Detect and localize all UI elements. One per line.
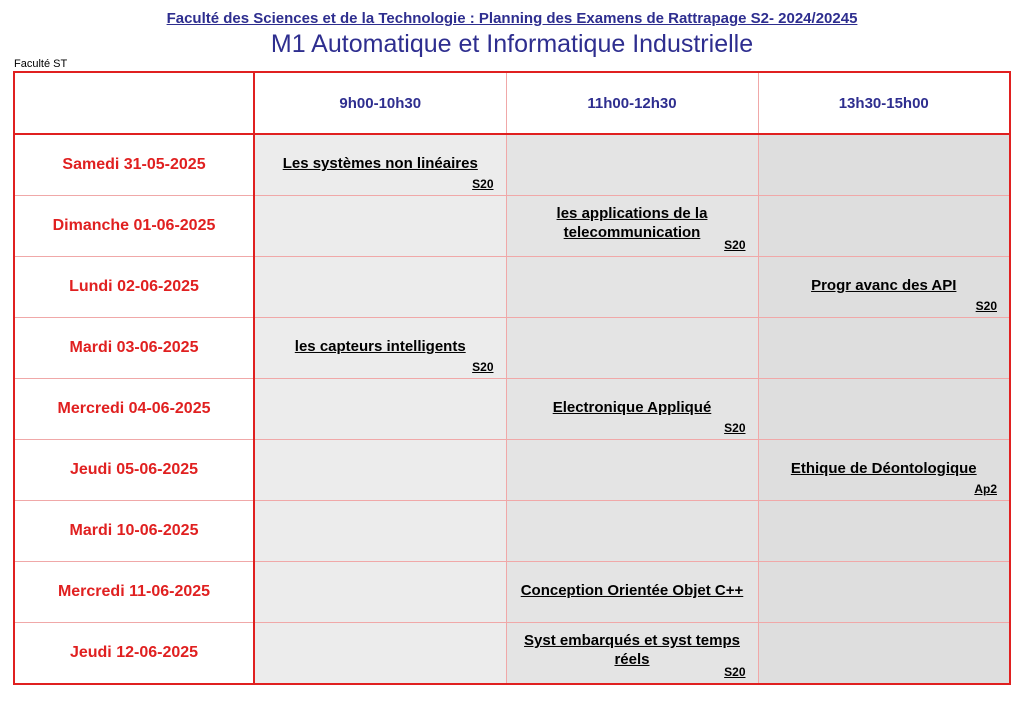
exam-cell (254, 318, 506, 379)
day-label: Mercredi 11-06-2025 (14, 562, 254, 623)
exam-cell (758, 440, 1010, 501)
exam-cell (506, 134, 758, 196)
exam-subject: Progr avanc des API (811, 276, 957, 294)
exam-schedule-table (13, 71, 1011, 685)
exam-cell (506, 318, 758, 379)
schedule-row (14, 257, 1010, 318)
exam-room: S20 (975, 299, 997, 313)
exam-cell (254, 379, 506, 440)
schedule-row (14, 501, 1010, 562)
exam-cell (254, 501, 506, 562)
day-label: Mercredi 04-06-2025 (14, 379, 254, 440)
day-label: Jeudi 12-06-2025 (14, 623, 254, 685)
exam-subject: Electronique Appliqué (552, 398, 712, 416)
schedule-row (14, 318, 1010, 379)
exam-room: S20 (724, 238, 746, 252)
day-label: Mardi 03-06-2025 (14, 318, 254, 379)
exam-subject: Les systèmes non linéaires (282, 154, 478, 172)
faculty-label: Faculté ST (14, 58, 68, 70)
exam-subject: Syst embarqués et syst temps réels (524, 631, 740, 668)
schedule-row (14, 196, 1010, 257)
exam-cell (758, 196, 1010, 257)
day-label: Lundi 02-06-2025 (14, 257, 254, 318)
day-label: Jeudi 05-06-2025 (14, 440, 254, 501)
exam-cell (506, 562, 758, 623)
exam-subject: les applications de la telecommunication (556, 204, 708, 241)
exam-cell (758, 562, 1010, 623)
exam-room: S20 (472, 177, 494, 191)
exam-cell (254, 562, 506, 623)
schedule-row (14, 440, 1010, 501)
exam-cell (758, 134, 1010, 196)
exam-cell (758, 501, 1010, 562)
corner-cell (14, 72, 254, 134)
time-slot-header: 13h30-15h00 (758, 72, 1010, 134)
exam-cell (254, 623, 506, 685)
exam-cell (506, 257, 758, 318)
day-label: Dimanche 01-06-2025 (14, 196, 254, 257)
exam-subject: Ethique de Déontologique (790, 459, 977, 477)
exam-room: S20 (472, 360, 494, 374)
schedule-row (14, 134, 1010, 196)
exam-cell (254, 440, 506, 501)
header-row (14, 72, 1010, 134)
exam-room: S20 (724, 665, 746, 679)
exam-cell (758, 257, 1010, 318)
exam-subject: Conception Orientée Objet C++ (520, 581, 744, 599)
exam-room: S20 (724, 421, 746, 435)
exam-subject: les capteurs intelligents (294, 337, 466, 355)
day-label: Samedi 31-05-2025 (14, 134, 254, 196)
exam-cell (506, 440, 758, 501)
exam-cell (506, 623, 758, 685)
schedule-row (14, 379, 1010, 440)
exam-cell (506, 501, 758, 562)
exam-cell (758, 318, 1010, 379)
day-label: Mardi 10-06-2025 (14, 501, 254, 562)
schedule-row (14, 562, 1010, 623)
program-title: M1 Automatique et Informatique Industrielle (270, 30, 754, 58)
exam-cell (758, 623, 1010, 685)
exam-room: Ap2 (974, 482, 997, 496)
time-slot-header: 9h00-10h30 (254, 72, 506, 134)
schedule-row (14, 623, 1010, 685)
exam-cell (506, 379, 758, 440)
time-slot-header: 11h00-12h30 (506, 72, 758, 134)
exam-cell (254, 257, 506, 318)
document-title: Faculté des Sciences et de la Technologie : Planning des Examens de Rattrapage S2- 2024/20245 (166, 10, 858, 27)
exam-cell (758, 379, 1010, 440)
exam-cell (506, 196, 758, 257)
exam-cell (254, 196, 506, 257)
exam-cell (254, 134, 506, 196)
